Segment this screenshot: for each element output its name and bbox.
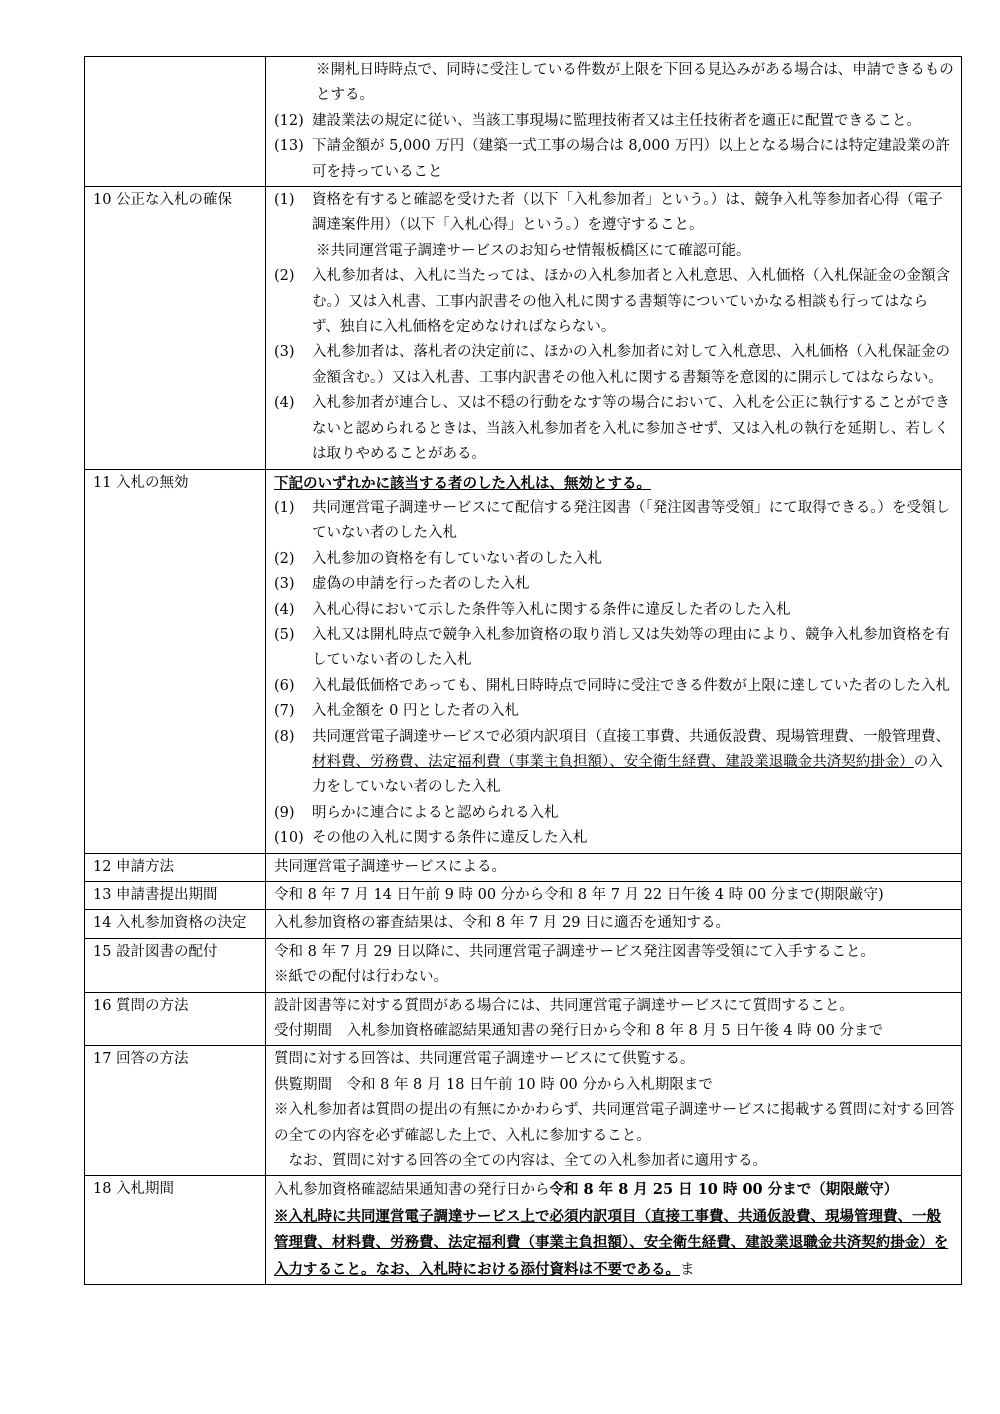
- list-item: [274, 264, 955, 340]
- item-number: (7): [274, 703, 295, 720]
- row-content: [266, 57, 962, 187]
- row-content: [266, 187, 962, 469]
- row-text: 質問に対する回答は、共同運営電子調達サービスにて供覧する。: [274, 1051, 695, 1068]
- item-number: (3): [274, 576, 295, 593]
- row-label: 10 公正な入札の確保: [85, 187, 266, 469]
- item-number: (5): [274, 626, 295, 643]
- row-label: 14 入札参加資格の決定: [85, 910, 266, 938]
- row-text: 令和 8 年 7 月 29 日以降に、共同運営電子調達サービス発注図書等受領にて入手すること。: [274, 943, 876, 960]
- item-text: 共同運営電子調達サービスにて配信する発注図書（「発注図書等受領」にて取得できる。）を受領していない者のした入札: [312, 499, 950, 542]
- list-item: [274, 826, 955, 851]
- table-row: [85, 469, 962, 853]
- item-text: 入札参加者は、入札に当たっては、ほかの入札参加者と入札意思、入札価格（入札保証金の金額含む。）又は入札書、工事内訳書その他入札に関する書類等についていかなる相談も行ってはならず、独自に入札価格を定めなければならない。: [312, 268, 950, 336]
- table-row: [85, 1046, 962, 1176]
- row-text-part: 入札参加資格確認結果通知書の発行日から: [274, 1182, 550, 1199]
- item-number: (12): [274, 112, 304, 129]
- list-item: [274, 623, 955, 674]
- row-content: 令和 8 年 7 月 14 日午前 9 時 00 分から令和 8 年 7 月 22 日午後 4 時 00 分まで(期限厳守): [266, 882, 962, 910]
- table-row: [85, 57, 962, 187]
- list-item: [274, 725, 955, 801]
- list-item: [274, 547, 955, 572]
- item-text: 入札参加者は、落札者の決定前に、ほかの入札参加者に対して入札意思、入札価格（入札保証金の金額含む。）又は入札書、工事内訳書その他入札に関する書類等を意図的に開示してはならない。: [312, 344, 950, 386]
- row-label: 12 申請方法: [85, 853, 266, 881]
- item-text: 明らかに連合によると認められる入札: [312, 804, 559, 821]
- item-number: (2): [274, 268, 295, 285]
- row-text: 設計図書等に対する質問がある場合には、共同運営電子調達サービスにて質問すること。: [274, 997, 854, 1014]
- table-row: [85, 910, 962, 938]
- row-label: 18 入札期間: [85, 1176, 266, 1285]
- row-content: [266, 1046, 962, 1176]
- item-number: (3): [274, 344, 295, 361]
- item-number: (2): [274, 550, 295, 567]
- period-text: 供覧期間 令和 8 年 8 月 18 日午前 10 時 00 分から入札期限まで: [274, 1076, 713, 1093]
- item-number: (9): [274, 804, 295, 821]
- row-content: [266, 992, 962, 1046]
- item-text: 入札又は開札時点で競争入札参加資格の取り消し又は失効等の理由により、競争入札参加資格を有していない者のした入札: [312, 626, 950, 669]
- deadline-text: 令和 8 年 8 月 25 日 10 時 00 分まで（期限厳守）: [549, 1181, 899, 1199]
- list-item: [274, 134, 955, 185]
- item-text: 入札心得において示した条件等入札に関する条件に違反した者のした入札: [312, 601, 791, 618]
- list-item: [274, 699, 955, 724]
- underlined-text: 材料費、労務費、法定福利費（事業主負担額）、安全衛生経費、建設業退職金共済契約掛金）: [312, 753, 914, 770]
- note: なお、質問に対する回答の全ての内容は、全ての入札参加者に適用する。: [274, 1153, 767, 1170]
- note: ※入札参加者は質問の提出の有無にかかわらず、共同運営電子調達サービスに掲載する質問に対する回答の全ての内容を必ず確認した上で、入札に参加すること。: [274, 1102, 955, 1144]
- item-text: 入札参加の資格を有していない者のした入札: [312, 550, 602, 567]
- row-label: 16 質問の方法: [85, 992, 266, 1046]
- item-number: (1): [274, 192, 295, 209]
- table-row: [85, 853, 962, 881]
- row-text: [274, 1177, 955, 1203]
- item-text-part: の入力をしていない者のした入札: [312, 753, 943, 796]
- row-label: 13 申請書提出期間: [85, 882, 266, 910]
- list-item: [274, 598, 955, 623]
- item-number: (6): [274, 677, 295, 694]
- note: ※開札日時時点で、同時に受注している件数が上限を下回る見込みがある場合は、申請できるものとする。: [316, 62, 954, 104]
- row-content: [266, 469, 962, 853]
- row-label: 15 設計図書の配付: [85, 938, 266, 992]
- row-label: 17 回答の方法: [85, 1046, 266, 1176]
- item-number: (1): [274, 499, 295, 516]
- table-row: [85, 938, 962, 992]
- list-item: [274, 674, 955, 699]
- row-label: [85, 57, 266, 187]
- row-content: [266, 938, 962, 992]
- item-number: (10): [274, 830, 304, 847]
- row-content: [266, 1176, 962, 1285]
- row-content: 入札参加資格の審査結果は、令和 8 年 7 月 29 日に適否を通知する。: [266, 910, 962, 938]
- note-tail: ま: [680, 1261, 695, 1278]
- list-item: [274, 188, 955, 239]
- list-item: [274, 801, 955, 826]
- section-heading: 下記のいずれかに該当する者のした入札は、無効とする。: [274, 474, 651, 492]
- table-row: [85, 992, 962, 1046]
- item-number: (4): [274, 395, 295, 412]
- list-item: [274, 391, 955, 467]
- list-item: [274, 496, 955, 547]
- period-text: 受付期間 入札参加資格確認結果通知書の発行日から令和 8 年 8 月 5 日午後 4 時 00 分まで: [274, 1023, 883, 1040]
- item-text: その他の入札に関する条件に違反した入札: [312, 830, 588, 847]
- item-text: 資格を有すると確認を受けた者（以下「入札参加者」という。）は、競争入札等参加者心得（電子調達案件用）（以下「入札心得」という。）を遵守すること。: [312, 192, 943, 234]
- table-row: [85, 187, 962, 469]
- note: ※共同運営電子調達サービスのお知らせ情報板橋区にて確認可能。: [316, 242, 751, 259]
- table-row: [85, 1176, 962, 1285]
- item-text: 入札最低価格であっても、開札日時時点で同時に受注できる件数が上限に達していた者のした入札: [312, 677, 950, 694]
- item-text-part: 共同運営電子調達サービスで必須内訳項目（直接工事費、共通仮設費、現場管理費、一般管理費、: [312, 728, 950, 745]
- item-text: 入札参加者が連合し、又は不穏の行動をなす等の場合において、入札を公正に執行することができないと認められるときは、当該入札参加者を入札に参加させず、又は入札の執行を延期し、若しくは取りやめることがある。: [312, 395, 950, 463]
- note: ※紙での配付は行わない。: [274, 969, 448, 986]
- row-label: 11 入札の無効: [85, 469, 266, 853]
- item-text: [312, 725, 955, 801]
- list-item: [274, 572, 955, 597]
- item-number: (13): [274, 138, 304, 155]
- list-item: [274, 340, 955, 391]
- note: [274, 1204, 955, 1283]
- item-text: 入札金額を 0 円とした者の入札: [312, 703, 519, 720]
- item-number: (8): [274, 728, 295, 745]
- table-row: [85, 882, 962, 910]
- item-text: 建設業法の規定に従い、当該工事現場に監理技術者又は主任技術者を適正に配置できること。: [312, 112, 921, 129]
- item-text: 下請金額が 5,000 万円（建築一式工事の場合は 8,000 万円）以上となる場合には特定建設業の許可を持っていること: [312, 138, 950, 180]
- row-content: 共同運営電子調達サービスによる。: [266, 853, 962, 881]
- item-number: (4): [274, 601, 295, 618]
- specification-table: [84, 56, 962, 1285]
- bold-underlined-note: ※入札時に共同運営電子調達サービス上で必須内訳項目（直接工事費、共通仮設費、現場管理費、一般管理費、材料費、労務費、法定福利費（事業主負担額）、安全衛生経費、建設業退職金共済契約掛金）を入力すること。なお、入札時における添付資料は不要である。: [274, 1207, 949, 1278]
- list-item: [274, 109, 955, 134]
- item-text: 虚偽の申請を行った者のした入札: [312, 576, 530, 593]
